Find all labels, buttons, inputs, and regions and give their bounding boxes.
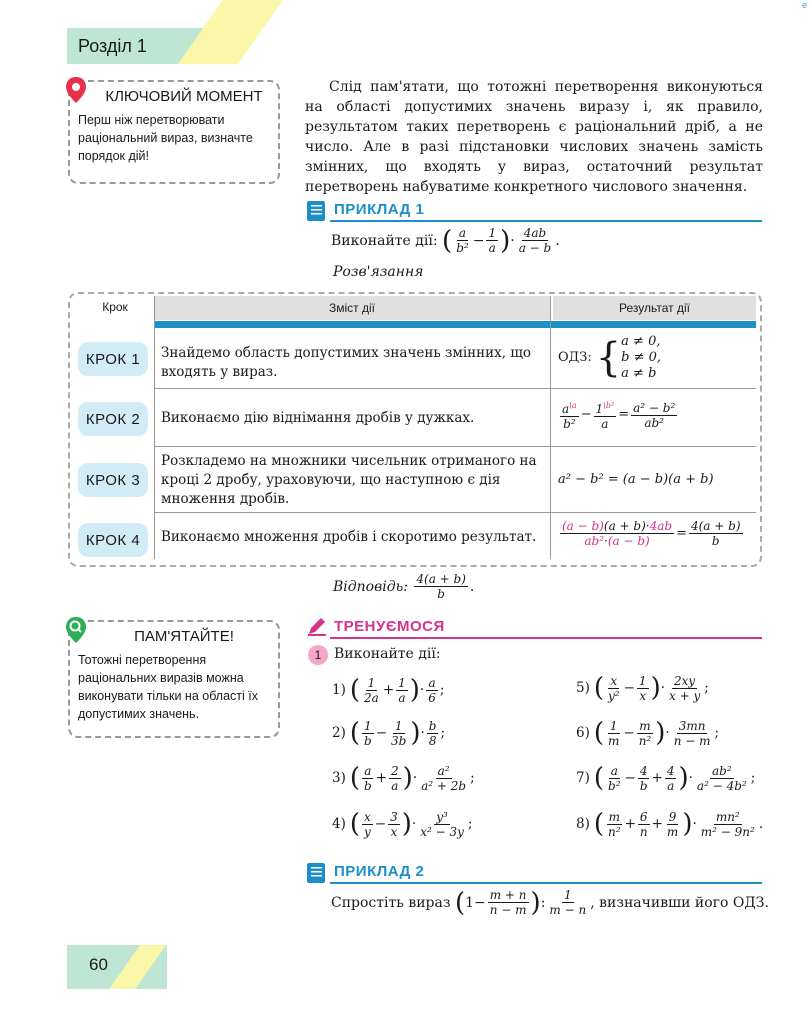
exercise-8: 8) ( $\frac{m}{\text{n²}}$ + $\frac{6}{n}$ + $\frac{9}{m}$ ) · $\frac{\text{mn²}}{\text{m² − 9n²}}$ . bbox=[576, 809, 764, 839]
table-header bbox=[102, 296, 756, 320]
exercise-2: 2) ( $\frac{1}{b}$ − $\frac{1}{3b}$ ) · $\frac{b}{8}$ ; bbox=[332, 718, 446, 748]
formula: ) bbox=[401, 809, 412, 839]
formula: $\frac{1}{a}$ bbox=[488, 226, 497, 255]
exercise-number: 8) bbox=[576, 816, 590, 832]
formula: $\frac{\text{ab²}}{\text{a² − 4b²}}$ bbox=[696, 763, 747, 793]
example-2-task-after: , визначивши його ОДЗ. bbox=[590, 894, 769, 911]
table-row bbox=[154, 330, 756, 388]
formula: $\frac{1}{x}$ bbox=[638, 673, 647, 703]
formula: $\frac{m}{\text{n²}}$ bbox=[638, 718, 652, 748]
exercise-number: 2) bbox=[332, 725, 346, 741]
formula: ) bbox=[500, 225, 511, 256]
odz-label: ОДЗ: bbox=[558, 350, 592, 365]
exercise-number: 1) bbox=[332, 682, 346, 698]
step-1-text: Знайдемо область допустимих значень змінних, що входять у вираз. bbox=[161, 345, 532, 380]
formula: $\frac{3mn}{n - m}$ bbox=[673, 718, 711, 748]
example-2-task-before: Спростіть вираз bbox=[331, 894, 451, 911]
formula: $\frac{4(a + b)}{b}$ bbox=[416, 572, 466, 601]
formula: $\frac{1}{b}$ bbox=[364, 718, 372, 748]
formula: $\frac{x}{y}$ bbox=[364, 809, 371, 839]
exercise-6: 6) ( $\frac{1}{m}$ − $\frac{m}{\text{n²}}$ ) · $\frac{3mn}{n - m}$ ; bbox=[576, 718, 720, 748]
formula: $\frac{4ab}{a - b}$ bbox=[518, 226, 552, 255]
practice-rule bbox=[330, 637, 762, 639]
book-icon bbox=[306, 200, 326, 222]
remember-text: Тотожні перетворення раціональних виразів можна виконувати тільки на області їх допустимих значень. bbox=[78, 653, 258, 721]
formula: ( bbox=[349, 718, 361, 748]
example-2-rule bbox=[330, 882, 762, 884]
formula: $\frac{a}{\text{b²}}$ bbox=[456, 226, 469, 255]
example-1-header bbox=[306, 200, 762, 222]
formula: $\frac{a^{\backslash a}}{\text{b²}}$ bbox=[562, 401, 577, 431]
example-1-task-text: Виконайте дії: bbox=[331, 232, 438, 249]
formula: ) bbox=[410, 718, 421, 748]
example-1-answer: Відповідь: $\frac{4(a + b)}{b}$ . bbox=[333, 572, 475, 601]
exercise-number: 4) bbox=[332, 816, 346, 832]
step-2-label: КРОК 2 bbox=[78, 402, 148, 436]
exercise-number: 7) bbox=[576, 770, 590, 786]
task-number-badge: 1 bbox=[308, 645, 328, 665]
example-2-header bbox=[306, 862, 762, 884]
formula: $\frac{1^{\backslash b^2}}{a}$ bbox=[595, 401, 615, 431]
table-row bbox=[154, 388, 756, 446]
formula: ( bbox=[349, 809, 361, 839]
remember-title: ПАМ'ЯТАЙТЕ! bbox=[134, 628, 234, 645]
step-4-label: КРОК 4 bbox=[78, 523, 148, 557]
step-2-result: $\frac{a^{\backslash a}}{\text{b²}}$ − $\frac{1^{\backslash b^2}}{a}$ = $\frac{\text{a² − b²}}{\text{ab²}}$ bbox=[562, 400, 676, 431]
step-1-label: КРОК 1 bbox=[78, 342, 148, 376]
formula: $\frac{4}{a}$ bbox=[666, 763, 675, 793]
exercise-number: 5) bbox=[576, 680, 590, 696]
formula: { bbox=[595, 335, 622, 381]
formula: ) bbox=[678, 763, 689, 793]
formula: ) bbox=[409, 675, 420, 705]
key-moment-box bbox=[68, 80, 280, 184]
odz-condition: a ≠ 0, bbox=[621, 334, 661, 349]
solution-table bbox=[68, 292, 762, 567]
exercise-1: 1) ( $\frac{1}{2a}$ + $\frac{1}{a}$ ) · $\frac{a}{6}$ ; bbox=[332, 675, 445, 705]
exercise-number: 6) bbox=[576, 725, 590, 741]
formula: $\frac{a}{\text{b²}}$ bbox=[608, 763, 621, 793]
formula: $\frac{b}{8}$ bbox=[428, 718, 437, 748]
formula: $\frac{\text{y³}}{\text{x² − 3y}}$ bbox=[420, 809, 464, 839]
formula: $\frac{\text{mn²}}{\text{m² − 9n²}}$ bbox=[700, 809, 755, 839]
example-2-label: ПРИКЛАД 2 bbox=[334, 863, 425, 880]
formula: $\frac{a}{6}$ bbox=[428, 675, 436, 705]
formula: ( bbox=[442, 225, 453, 256]
step-3-result: a² − b² = (a − b)(a + b) bbox=[558, 472, 714, 487]
book-icon bbox=[306, 862, 326, 884]
exercise-7: 7) ( $\frac{a}{\text{b²}}$ − $\frac{4}{b}$ + $\frac{4}{a}$ ) · $\frac{\text{ab²}}{\text{a² − 4b²}}$ ; bbox=[576, 763, 756, 793]
publisher-logo: e bbox=[801, 0, 807, 10]
table-header-step: Крок bbox=[102, 300, 128, 314]
step-2-text: Виконаємо дію віднімання дробів у дужках. bbox=[161, 410, 475, 426]
formula: $\frac{2xy}{x + y}$ bbox=[669, 673, 701, 703]
page-number: 60 bbox=[89, 955, 108, 974]
formula: ) bbox=[650, 673, 661, 703]
formula: ( bbox=[349, 763, 361, 793]
formula: $\frac{9}{m}$ bbox=[666, 809, 679, 839]
step-3-text: Розкладемо на множники чисельник отриманого на кроці 2 дробу, ураховуючи, що наступною є дія множення дробів. bbox=[161, 453, 537, 507]
remember-box bbox=[68, 620, 280, 738]
step-4-result: $\frac{(a - b)(a + b)\cdot 4ab}{\text{ab²·(a − b)}}$ = $\frac{4(a + b)}{b}$ bbox=[562, 519, 741, 548]
practice-label: ТРЕНУЄМОСЯ bbox=[334, 618, 445, 635]
magnifier-icon bbox=[64, 616, 88, 644]
odz-condition: b ≠ 0, bbox=[621, 350, 662, 365]
formula: $\frac{4(a + b)}{b}$ bbox=[690, 519, 741, 548]
formula: ( bbox=[454, 887, 466, 918]
answer-label: Відповідь: bbox=[333, 578, 408, 595]
formula: ) bbox=[682, 809, 693, 839]
step-1-result bbox=[558, 334, 661, 382]
solution-label: Розв'язання bbox=[333, 264, 424, 280]
practice-header bbox=[306, 615, 762, 639]
pencil-icon bbox=[306, 615, 328, 637]
formula: ) bbox=[530, 887, 541, 918]
formula: $\frac{1}{3b}$ bbox=[391, 718, 407, 748]
formula: $\frac{1}{a}$ bbox=[398, 675, 406, 705]
key-moment-title: КЛЮЧОВИЙ МОМЕНТ bbox=[105, 88, 263, 105]
formula: $\frac{a}{b}$ bbox=[364, 763, 372, 793]
formula: $\frac{1}{m}$ bbox=[608, 718, 620, 748]
formula: $\frac{6}{n}$ bbox=[639, 809, 648, 839]
formula: $\frac{(a - b)(a + b)\cdot 4ab}{\text{ab²·(a − b)}}$ bbox=[562, 519, 673, 548]
formula: $\frac{4}{b}$ bbox=[639, 763, 648, 793]
formula: ) bbox=[655, 718, 666, 748]
formula: $\frac{x}{\text{y²}}$ bbox=[608, 673, 620, 703]
formula: $\frac{\text{a²}}{\text{a² + 2b}}$ bbox=[421, 763, 467, 793]
formula: $\frac{m}{\text{n²}}$ bbox=[608, 809, 621, 839]
table-header-content: Зміст дії bbox=[154, 296, 550, 320]
formula: ( bbox=[593, 809, 605, 839]
intro-paragraph: Слід пам'ятати, що тотожні перетворення виконуються на області допустимих значень виразу і, як правило, результатом таких перетворень є раціональний дріб, а не число. Але в разі підстановки числових значень замість змінних, що входять у вираз, остаточний результат перетворень набуватиме конкретного числового значення. bbox=[305, 79, 763, 195]
odz-condition: a ≠ b bbox=[621, 366, 657, 381]
step-3-label: КРОК 3 bbox=[78, 463, 148, 497]
table-header-bar bbox=[154, 321, 756, 328]
table-header-result: Результат дії bbox=[553, 296, 756, 320]
example-1-label: ПРИКЛАД 1 bbox=[334, 201, 425, 218]
task-title: Виконайте дії: bbox=[334, 646, 441, 662]
key-moment-text: Перш ніж перетворювати раціональний вираз, визначте порядок дій! bbox=[78, 113, 253, 163]
table-row bbox=[154, 512, 756, 563]
location-pin-icon bbox=[64, 76, 88, 104]
step-4-text: Виконаємо множення дробів і скоротимо результат. bbox=[161, 529, 537, 545]
exercise-3: 3) ( $\frac{a}{b}$ + $\frac{2}{a}$ ) · $\frac{\text{a²}}{\text{a² + 2b}}$ ; bbox=[332, 763, 475, 793]
formula: $\frac{1}{m - n}$ bbox=[549, 888, 587, 917]
formula: ( bbox=[593, 673, 605, 703]
formula: $\frac{3}{x}$ bbox=[390, 809, 398, 839]
formula: $\frac{2}{a}$ bbox=[391, 763, 399, 793]
example-2-task: Спростіть вираз ( 1− $\frac{m + n}{n - m}$ ) : $\frac{1}{m - n}$ , визначивши його ОДЗ. bbox=[331, 887, 769, 918]
chapter-title: Розділ 1 bbox=[78, 36, 147, 56]
exercise-4: 4) ( $\frac{x}{y}$ − $\frac{3}{x}$ ) · $\frac{\text{y³}}{\text{x² − 3y}}$ ; bbox=[332, 809, 473, 839]
example-1-task: Виконайте дії: ( $\frac{a}{\text{b²}}$ − $\frac{1}{a}$ ) · $\frac{4ab}{a - b}$ . bbox=[331, 225, 560, 256]
exercise-number: 3) bbox=[332, 770, 346, 786]
formula: $\frac{m + n}{n - m}$ bbox=[489, 888, 527, 917]
exercise-5: 5) ( $\frac{x}{\text{y²}}$ − $\frac{1}{x}$ ) · $\frac{2xy}{x + y}$ ; bbox=[576, 673, 709, 703]
formula: $\frac{1}{2a}$ bbox=[364, 675, 379, 705]
example-1-rule bbox=[330, 220, 762, 222]
formula: ( bbox=[349, 675, 361, 705]
table-row bbox=[154, 446, 756, 512]
formula: ) bbox=[402, 763, 413, 793]
formula: ( bbox=[593, 763, 605, 793]
formula: ( bbox=[593, 718, 605, 748]
formula: $\frac{\text{a² − b²}}{\text{ab²}}$ bbox=[633, 400, 676, 430]
